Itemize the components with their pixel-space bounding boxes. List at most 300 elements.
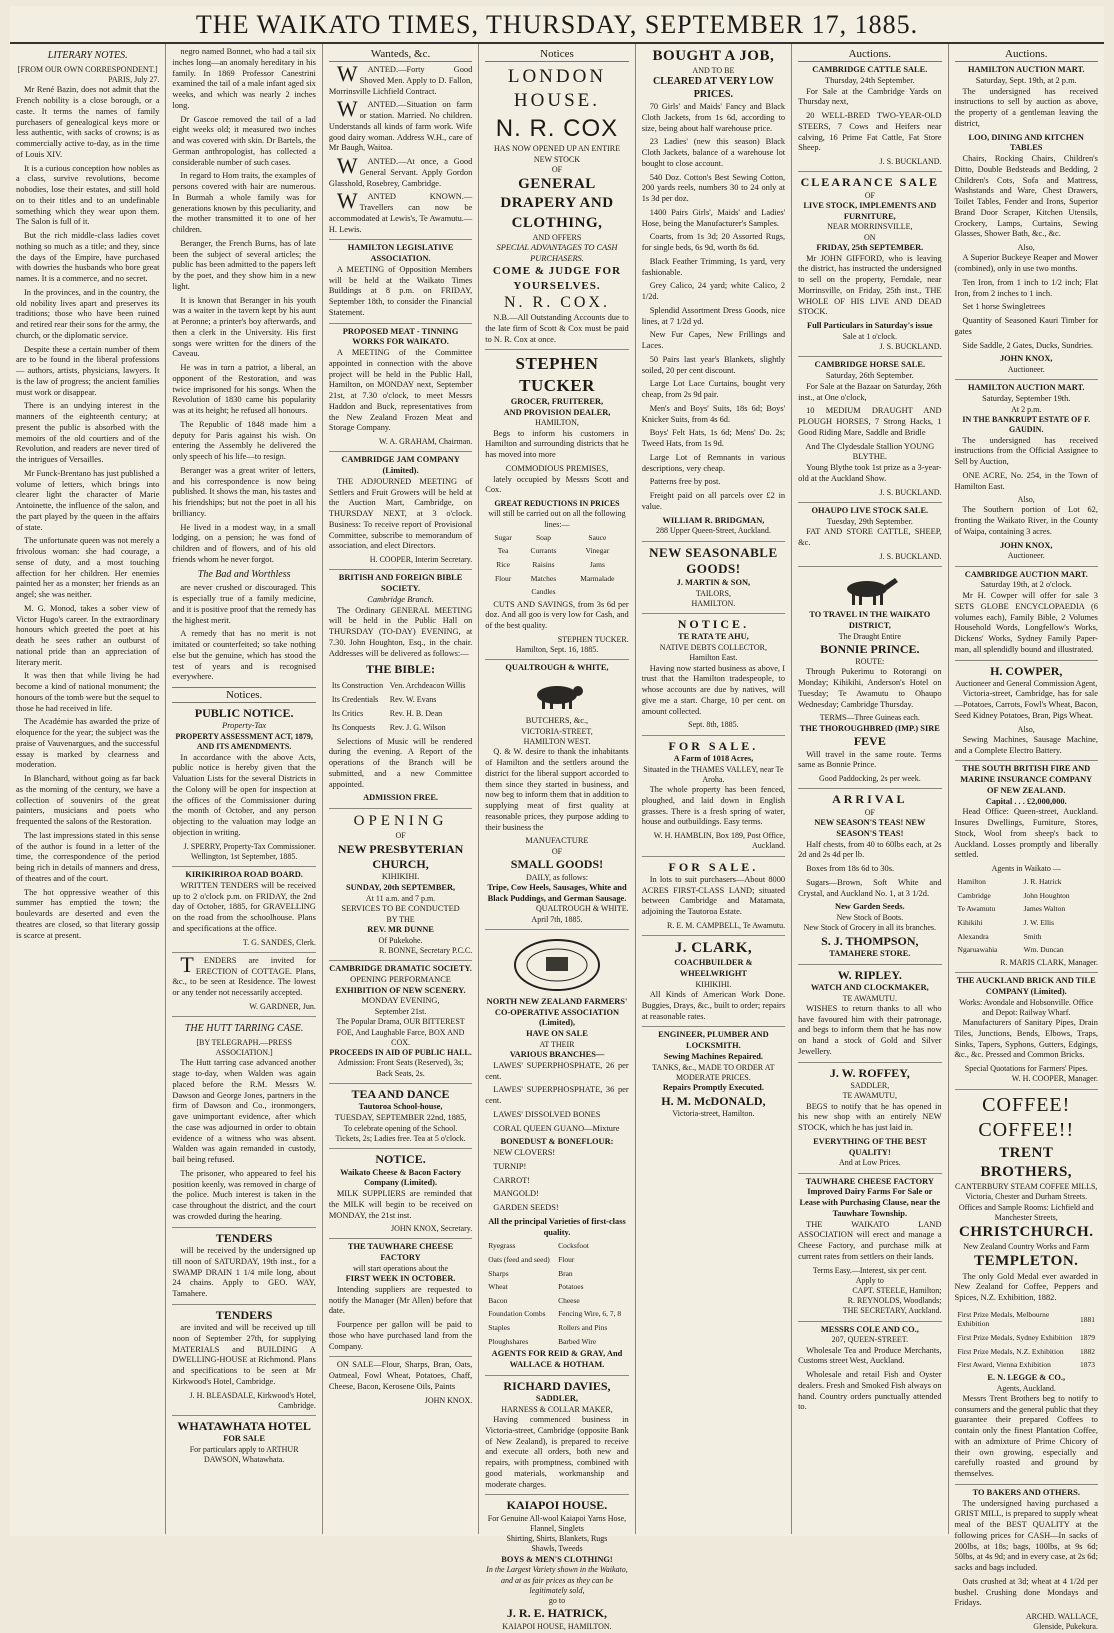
cole-name: MESSRS COLE AND CO., (820, 1324, 919, 1334)
southern-portion: The Southern portion of Lot 62, fronting the Waikato River, in the County of Waipa, containing 3 acres. (954, 505, 1098, 536)
kaiapoi-body: For Genuine All-wool Kaiapoi Yarns Hose, Flannel, Singlets (487, 1513, 627, 1533)
provision: AND PROVISION DEALER, (503, 407, 611, 417)
knox-name-2: JOHN KNOX, (999, 540, 1053, 550)
bankrupt-title: IN THE BANKRUPT ESTATE OF F. GAUDIN. (962, 415, 1091, 435)
table-cell: Potatoes (558, 1282, 584, 1292)
lawes-26: LAWES' SUPERPHOSPHATE, 26 per cent. (485, 1060, 629, 1081)
table-row (487, 1240, 626, 1252)
brick-ad (955, 972, 1098, 1084)
terms: TERMS—Three Guineas each. (819, 713, 920, 723)
table-cell (568, 586, 627, 598)
church-of: OF (395, 831, 406, 841)
half-chests: Half chests, from 40 to 60lbs each, at 2s 2d and 2s 4d per lb. (798, 839, 942, 860)
ripley-place: TE AWAMUTU. (842, 993, 898, 1003)
exhibition-title: EXHIBITION OF NEW SCENERY. (335, 985, 466, 995)
the-secretary: THE SECRETARY, Auckland. (842, 1306, 942, 1316)
horse-sig: J. S. BUCKLAND. (879, 487, 942, 497)
notice-title: NOTICE. (375, 1152, 426, 1167)
table-cell: First Prize Medals, N.Z. Exhibition (957, 1346, 1064, 1356)
mcdonald-name: H. M. McDONALD, (661, 1093, 766, 1108)
go-to: go to (548, 1596, 566, 1606)
meat-body: A MEETING of the Committee appointed in connection with the above project will be held in the Public Hall, Hamilton, on MONDAY next, September 21st, at 7.30 o'clock, to meet Messrs Haddon and Buck, representatives from the New Zealand Frozen Meat and Storage Company. (328, 348, 473, 433)
new-seasonable: NEW SEASONABLE GOODS! (649, 544, 778, 577)
table-cell: Its Construction (331, 680, 384, 690)
roffey-saddler: SADDLER, (850, 1081, 890, 1091)
legislative-title: HAMILTON LEGISLATIVE ASSOCIATION. (347, 243, 454, 264)
cheese-company: Waikato Cheese & Bacon Factory Company (Limited). (340, 1167, 462, 1188)
templeton: TEMPLETON. (974, 1253, 1079, 1270)
te-rata-date: Sept. 8th, 1885. (688, 720, 739, 730)
table-row (487, 532, 626, 544)
horse-date: Saturday, 26th September. (825, 371, 914, 381)
church-rev: REV. MR DUNNE (367, 924, 434, 934)
paragraph: Large Lot of Remnants in various descriptions, very cheap. (641, 452, 786, 473)
qualtrough-ad (485, 659, 628, 925)
meat-sig: W. A. GRAHAM, Chairman. (379, 437, 473, 447)
london-house-ad (485, 65, 628, 345)
have-on-sale: HAVE ON SALE (526, 1029, 588, 1039)
branches: VARIOUS BRANCHES— (509, 1050, 605, 1060)
paragraph: The Republic of 1848 made him a deputy for Paris against his wish. On entering the Assembly he delivered the only speech of his life—to resign. (172, 419, 316, 461)
paragraph: Beranger was a great writer of letters, and his correspondence is now being published. It shows the man, his tastes and his friendships; but not the poet in all his brilliancy. (172, 465, 316, 518)
horse-clyde: And The Clydesdale Stallion YOUNG BLYTHE. (805, 441, 935, 462)
table-row (331, 680, 470, 692)
near-morrinsville: NEAR MORRINSVILLE, (827, 222, 913, 232)
trent-brothers: TRENT BROTHERS, (980, 1144, 1073, 1180)
legislative-body: A MEETING of Opposition Members will be held at the Waikato Times Buildings at 8 p.m. on FRIDAY, September 18th, to consider the Financial Statement. (328, 264, 473, 317)
paragraph: There is an undying interest in the manners of the eighteenth century; at present the public is absorbed with the memoirs of the old courtiers and of the Revolution, and readers are never tired of the intrigues of Versailles. (16, 401, 160, 465)
boys-clothing: BOYS & MEN'S CLOTHING! (501, 1554, 613, 1564)
on-sale-ad (329, 1356, 472, 1405)
stephen-note: CUTS AND SAVINGS, from 3s 6d per doz. And all goo is very low for Cash, and of the best quality. (485, 599, 629, 631)
whatawhata-sale: FOR SALE (223, 1434, 265, 1444)
grazing: Good Paddocking, 2s per week. (818, 774, 921, 784)
church-times: At 11 a.m. and 7 p.m. (365, 893, 436, 903)
jam-sig: H. COOPER, Interim Secretary. (369, 555, 473, 565)
whatawhata-ad (172, 1415, 315, 1466)
bible-subject: THE BIBLE: (366, 662, 436, 677)
sewing-machines: Sewing Machines, Sausage Machine, and a Complete Electro Battery. (954, 734, 1098, 755)
proceeds: PROCEEDS IN AID OF PUBLIC HALL. (329, 1048, 472, 1058)
mangold: MANGOLD! (493, 1189, 539, 1199)
tenders-drain-title: TENDERS (215, 1230, 273, 1245)
bonedust: BONEDUST & BONEFLOUR: (500, 1137, 614, 1147)
table-cell: Rollers and Pins (558, 1322, 608, 1332)
tenders-house-body: are invited and will be received up till noon of September 27th, for supplying MATERIALS and BUILDING A DWELLING-HOUSE at Richmond. Plans and specifications to be seen at Mr Kirkwood's Hotel, Cambridge. (172, 1323, 316, 1386)
jam-company-ad (329, 451, 472, 565)
table-cell: Te Awamutu (957, 904, 996, 914)
mart-items: Chairs, Rocking Chairs, Children's Ditto, Double Bedsteads and Bedding, 2 Children's Cots, Sofa and Mattress, Washstands and Ware, Chest Drawers, Toilet Tables, Fender and Irons, Superior Brand Door Scraper, Kitchen Utensils, Crockery, Lamps, Curtains, Sewing Glasses, Shower Bath, &c., &c. (954, 154, 1098, 239)
cowper-name: H. COWPER, (990, 663, 1063, 678)
new-garden-seeds: New Garden Seeds. (835, 902, 905, 912)
paragraph: negro named Bonnet, who had a tail six inches long—an anomaly hereditary in his family. In 1869 Professor Canestrini examined the tail of a male infant aged six weeks, and which was nearly 2 inches long. (172, 47, 316, 110)
paragraph: It is known that Beranger in his youth was a waiter in the tavern kept by his aunt at Peronne; a printer's boy afterwards, and then a clerk in the University. His first songs were written for the diners of the Caveau. (172, 295, 316, 359)
bridgman-name: WILLIAM R. BRIDGMAN, (662, 515, 765, 525)
richard-davies-ad (485, 1375, 628, 1491)
legge-agents: Agents, Auckland. (996, 1383, 1056, 1393)
tauwhare-body: will start operations about the (353, 1263, 449, 1273)
table-row (957, 1359, 1096, 1371)
mart2-title: HAMILTON AUCTION MART. (967, 383, 1085, 393)
opening-title: OPENING (353, 813, 448, 830)
roffey-body: BEGS to notify that he has opened in his new shop with an entirely NEW STOCK, which he has just laid in. (798, 1101, 942, 1133)
shirting: Shirting, Shirts, Blankets, Rugs (506, 1534, 608, 1544)
coachbuilder: COACHBUILDER & WHEELWRIGHT (674, 958, 753, 979)
paragraph: He was in turn a patriot, a liberal, an opponent of the Restoration, and was twice imprisoned for his songs. When the Revolution of 1830 came his popularity was at its height; he refused all honours. (172, 363, 316, 415)
new-stock-boots: New Stock of Boots. (836, 913, 904, 923)
column-2 (166, 44, 322, 1534)
road-board-sig: T. G. SANDES, Clerk. (242, 937, 316, 947)
paragraph: The hot oppressive weather of this summer has emptied the town; the boulevards are deserted and even the theatres are closed, so that literary gossip is scarce at present. (16, 887, 160, 940)
road-board-ad (172, 866, 315, 948)
table-cell: Its Credentials (331, 694, 379, 704)
dramatic-title: CAMBRIDGE DRAMATIC SOCIETY. (329, 964, 472, 974)
cambridge-mart-body: Mr H. Cowper will offer for sale 3 SETS GLOBE ENCYCLOPAEDIA (6 volumes each), Family Bible, 2 Volumes Household Words, Longfellow's Works, Dickens' Works, Sydney Family Paper-man, all splendidly bound and illustrated. (954, 591, 1098, 654)
lawes-36: LAWES' SUPERPHOSPHATE, 36 per cent. (485, 1085, 629, 1106)
sale-at: Sale at 1 o'clock. (842, 331, 897, 341)
martin-name: J. MARTIN & SON, (676, 577, 751, 587)
table-row (487, 573, 626, 585)
property-sig: J. SPERRY, Property-Tax Commissioner. (183, 841, 316, 851)
table-row (487, 1281, 626, 1293)
horse-note: Young Blythe took 1st prize as a 3-year-old at the Auckland Show. (798, 463, 942, 483)
paragraph: WANTED.—At once, a Good General Servant. Apply Gordon Glasshold, Rosebrey, Cambridge. (328, 153, 473, 188)
table-cell: Cocksfoot (558, 1241, 589, 1251)
bible-sub: Cambridge Branch. (367, 594, 434, 604)
kaiapoi-title: KAIAPOI HOUSE. (506, 1498, 608, 1513)
church-name: NEW PRESBYTERIAN CHURCH, (337, 841, 464, 871)
paragraph: WANTED.—Situation on farm or station. Married. No children. Understands all kinds of farm work. Wife good dairy woman. Address W.H., care of Mr Baugh, Waitoa. (328, 96, 473, 153)
goods-table (485, 530, 628, 600)
ham-east: Hamilton East. (689, 653, 738, 663)
hutt-from: [BY TELEGRAPH.—PRESS ASSOCIATION.] (196, 1037, 292, 1058)
sundries: Side Saddle, 2 Gates, Ducks, Sundries. (962, 340, 1094, 350)
cole-addr: 207, QUEEN-STREET. (831, 1335, 909, 1345)
auctions-header: Auctions. (798, 47, 941, 62)
tauwhare-first-week: FIRST WEEK IN OCTOBER. (345, 1274, 456, 1284)
travel: TO TRAVEL IN THE WAIKATO DISTRICT, (809, 610, 931, 630)
lots-body: In lots to suit purchasers—About 8000 ACRES FIRST-CLASS LAND; situated between Cambridge and Matamata, adjoining the Tautoroa Estate. (641, 874, 786, 917)
table-row (487, 1254, 626, 1266)
agents-table (955, 874, 1098, 958)
awards: New Zealand Country Works and Farm (963, 1242, 1090, 1252)
notices-header-2: Notices (485, 47, 628, 62)
table-cell: Flour (558, 1255, 575, 1265)
table-cell: Candles (531, 587, 556, 597)
table-cell: Barbed Wire (558, 1336, 597, 1346)
engineer: ENGINEER, PLUMBER AND LOCKSMITH. (658, 1030, 769, 1051)
paragraph: Despite these a certain number of them are to be found in the liberal professions — authors, artists, physicians, lawyers. It is the law of progress; the ancient families must work or disappear. (16, 344, 160, 397)
cole-ad (798, 1321, 941, 1413)
cox-note: N.B.—All Outstanding Accounts due to the late firm of Scott & Cox must be paid to N. R. Cox at once. (485, 313, 629, 344)
stephen-date: Hamilton, Sept. 16, 1885. (515, 645, 599, 655)
easy-terms: Terms Easy.—Interest, six per cent. (812, 1265, 927, 1275)
bible-table (329, 678, 472, 737)
table-cell: Marmalade (580, 573, 615, 583)
table-cell: Sugar (494, 532, 512, 542)
opened-text: HAS NOW OPENED UP AN ENTIRE NEW STOCK (493, 144, 620, 164)
table-cell: Alexandra (957, 931, 989, 941)
opened-of: OF (551, 164, 563, 174)
horse-icon (835, 574, 905, 606)
martin-tailors: TAILORS, (695, 588, 731, 598)
church-by-the: BY THE (386, 914, 415, 924)
nr-cox-footer: N. R. COX. (503, 293, 610, 311)
butchers: BUTCHERS, &c., (525, 716, 589, 726)
special-advantages: SPECIAL ADVANTAGES TO CASH PURCHASERS. (496, 242, 618, 263)
cambridge-mart-ad (955, 566, 1098, 656)
dining-tables: LOO, DINING AND KITCHEN TABLES (968, 132, 1084, 153)
daily: DAILY, as follows: (526, 872, 588, 882)
sugars: Sugars—Brown, Soft White and Crystal, and Auckland No. 1, at 3 1/2d. (798, 877, 942, 898)
notice-title-2: NOTICE. (677, 616, 750, 631)
waikato-land: THE WAIKATO LAND ASSOCIATION will erect and manage a Cheese Factory, and purchase milk at current rates from settlers on their lands. (798, 1219, 942, 1261)
clark-kihikihi: KIHIKIHI. (695, 979, 732, 989)
bankrupt-also: Also, (1017, 495, 1035, 505)
martin-place: HAMILTON. (691, 598, 736, 608)
paragraph: WANTED.—Forty Good Shoved Men. Apply to D. Fallon, Morrinsville Lichfield Contract. (328, 61, 473, 96)
auctions-header-2: Auctions. (955, 47, 1098, 62)
table-cell: Ngaruawahia (957, 945, 998, 955)
hatrick-addr: KAIAPOI HOUSE, HAMILTON. (502, 1621, 612, 1631)
garden-seeds: GARDEN SEEDS! (493, 1203, 559, 1213)
table-row (487, 1322, 626, 1334)
masthead: THE WAIKATO TIMES, THURSDAY, SEPTEMBER 17, 1885. (10, 6, 1104, 44)
dramatic-ad (329, 960, 472, 1079)
coffee-ad (955, 1089, 1098, 1480)
table-cell: Bran (558, 1268, 573, 1278)
grocer: GROCER, FRUITERER, (510, 396, 604, 406)
wanteds-header: Wanteds, &c. (329, 47, 472, 62)
paragraph: 1400 Pairs Girls', Maids' and Ladies' Hose, being the Manufacturer's Samples. (641, 207, 786, 228)
table-cell: Ven. Archdeacon Willis (389, 680, 466, 690)
offers-text: AND OFFERS (532, 232, 582, 242)
table-cell: Sauce (588, 532, 607, 542)
on-sale-body: ON SALE—Flour, Sharps, Bran, Oats, Oatmeal, Fowl Wheat, Potatoes, Chaff, Cheese, Bacon, Kerosene Oils, Paints (328, 1360, 473, 1391)
clearance-sale-ad (798, 171, 941, 352)
small-goods: SMALL GOODS! (510, 857, 604, 872)
bankrupt-body: The undersigned has received instructions from the Official Assignee to Sell by Auction, (954, 435, 1098, 466)
table-cell: Rev. H. B. Dean (389, 709, 443, 719)
low-prices: And at Low Prices. (838, 1158, 901, 1168)
road-board-title: KIRIKIRIROA ROAD BOARD. (185, 870, 303, 880)
ripley-body: WISHES to return thanks to all who have favoured him with their patronage, and begs to inform them that he has now on hand a stock of Gold and Silver Jewellery. (798, 1003, 942, 1056)
watchmaker: WATCH AND CLOCKMAKER, (810, 983, 929, 992)
thorough: The Draught Entire (838, 631, 901, 641)
tamahere-store: TAMAHERE STORE. (829, 948, 911, 958)
hutt-body-2: The prisoner, who appeared to feel his position keenly, was removed in charge of the police. Much interest is taken in the case throughout the district, and the court was crowded during the hearing. (172, 1168, 316, 1221)
farm-place: Situated in the THAMES VALLEY, near Te Aroha. (643, 764, 784, 784)
legge: E. N. LEGGE & CO., (987, 1372, 1066, 1382)
capt-steele: CAPT. STEELE, Hamilton; (852, 1286, 942, 1296)
qw-body: Q. & W. desire to thank the inhabitants of Hamilton and the settlers around the district for the liberal support accorded to them since they started in business, and now beg to inform them that in addition to supplying meat of first quality at reasonable prices, they purpose adding to their business the (485, 747, 629, 832)
arrival: ARRIVAL (832, 792, 908, 807)
table-cell: 1881 (1079, 1314, 1095, 1324)
clearance-lines (642, 102, 785, 513)
table-row (487, 1295, 626, 1307)
te-rata-name: TE RATA TE AHU, (678, 632, 749, 642)
cowper-ad (955, 660, 1098, 757)
bible-society-ad (329, 569, 472, 804)
knox-auctioneer-2: Auctioneer. (1007, 551, 1045, 561)
mart-body: The undersigned has received instructions to sell by auction as above, the property of a gentleman leaving the district, (954, 86, 1098, 128)
coffee-offices: Offices and Sample Rooms: Lichfield and Manchester Streets, (958, 1202, 1094, 1222)
tauwhare-title: THE TAUWHARE CHEESE FACTORY (347, 1242, 454, 1263)
ohaupo-ad (798, 502, 941, 562)
richard-saddler: SADDLER, (535, 1394, 579, 1404)
qw-sig: QUALTROUGH & WHITE. (536, 904, 629, 914)
table-cell: Wm. Duncan (1023, 945, 1064, 955)
bonnie-prince: BONNIE PRINCE. (820, 641, 920, 656)
whatawhata-body: For particulars apply to ARTHUR DAWSON, Whatawhata. (189, 1445, 299, 1465)
route-body: Through Pukerimu to Rotorangi on Monday; Kihikihi, Anderson's Hotel on Tuesday; Te Awamutu to Ohaupo Wednesday; Cambridge Thursday. (798, 667, 942, 709)
paragraph: The unfortunate queen was not merely a frivolous woman: she had courage, a sense of duty, and a most touching affection for her children. Her enemies painted her as a monster; her friends as an angel; she was neither. (16, 536, 160, 600)
column-4 (479, 44, 635, 1631)
repairs: Repairs Promptly Executed. (662, 1083, 764, 1093)
table-cell: J. R. Hatrick (1023, 877, 1062, 887)
native-debts: NATIVE DEBTS COLLECTOR, (659, 643, 767, 653)
table-row (487, 1268, 626, 1280)
church-sunday: SUNDAY, 20th SEPTEMBER, (345, 882, 456, 892)
agents-reid: AGENTS FOR REID & GRAY, And WALLACE & HOTHAM. (491, 1349, 623, 1369)
lots-sig: R. E. M. CAMPBELL, Te Awamutu. (666, 920, 786, 930)
stephen-body-2: lately occupied by Messrs Scott and Cox. (485, 474, 629, 495)
prizes: The only Gold Medal ever awarded in New Zealand for Coffee, Peppers and Spices, N.Z. Exhibition, 1882. (954, 1271, 1098, 1303)
legislative-ad (329, 239, 472, 318)
land-sale-ad (642, 856, 785, 932)
table-row (487, 1308, 626, 1320)
farmers-title: NORTH NEW ZEALAND FARMERS' CO-OPERATIVE ASSOCIATION (Limited), (486, 996, 628, 1028)
cambridge-mart-title: CAMBRIDGE AUCTION MART. (964, 569, 1088, 579)
literary-notes-title: LITERARY NOTES. (47, 50, 128, 61)
iron: Ten Iron, from 1 inch to 1/2 inch; Flat Iron, from 2 inches to 1 inch. (954, 277, 1098, 298)
paragraph: are never crushed or discouraged. This is especially true of a family medicine, and it is positive proof that the remedy has the highest merit. (172, 583, 316, 625)
new-clovers: NEW CLOVERS! (493, 1148, 556, 1158)
tea-tickets: Tickets, 2s; Ladies free. Tea at 5 o'clock. (335, 1133, 466, 1143)
kaiapoi-ad (485, 1494, 628, 1632)
monday-date: September 21st. (374, 1007, 427, 1017)
reynolds: R. REYNOLDS, Woodlands; (847, 1296, 942, 1306)
table-cell: Smith (1023, 931, 1042, 941)
wanted-list (328, 61, 473, 235)
table-cell: First Award, Vienna Exhibition (957, 1360, 1051, 1370)
tenders-drain-ad (172, 1227, 315, 1300)
church-rev-of: Of Pukekohe. (378, 935, 423, 945)
wallace-addr: Glenside, Pukekura. (1033, 1622, 1098, 1632)
nr-cox-title: N. R. COX (495, 114, 619, 142)
ripley-name: W. RIPLEY. (837, 967, 902, 982)
paragraph: Splendid Assortment Dress Goods, nice lines, at 7 1/2d yd. (641, 305, 786, 326)
table-cell: Its Conquests (331, 723, 376, 733)
public-notice: PUBLIC NOTICE. (194, 706, 294, 721)
all-principal: All the principal Varieties of first-class quality. (488, 1216, 626, 1237)
table-row (957, 1346, 1096, 1358)
hutt-title: THE HUTT TARRING CASE. (184, 1023, 304, 1035)
table-cell: Matches (530, 573, 557, 583)
horse-items: 10 MEDIUM DRAUGHT AND PLOUGH HORSES, 7 Strong Hacks, 1 Good Riding Mare, Saddle and Bridle (798, 406, 942, 437)
friday-body: Mr JOHN GIFFORD, who is leaving the district, has instructed the undersigned to sell on the property, Ferndale, near Morrinsville, on Friday, 25th inst., THE WHOLE OF HIS LIVE AND DEAD STOCK. (798, 253, 942, 317)
columns (10, 44, 1104, 1632)
table-cell: Cheese (558, 1295, 580, 1305)
article-continued (172, 47, 315, 566)
agents-waikato: Agents in Waikato — (991, 864, 1061, 874)
knox-auctioneer: Auctioneer. (1007, 365, 1045, 375)
notices-header: Notices. (172, 687, 315, 703)
feve-body: Will travel in the same route. Terms same as Bonnie Prince. (798, 749, 942, 770)
horse-title: CAMBRIDGE HORSE SALE. (814, 360, 926, 370)
hatrick: J. R. E. HATRICK, (506, 1606, 608, 1621)
meat-title: PROPOSED MEAT - TINNING WORKS FOR WAIKATO. (342, 326, 459, 347)
table-row (957, 944, 1096, 956)
cowper-addr: Victoria-street, Cambridge, has for sale—Potatoes, Carrots, Fowl's Wheat, Bacon, Seed Kidney Potatoes, Bran, Pigs Wheat. (954, 689, 1098, 720)
horse-body: For Sale at the Bazaar on Saturday, 26th inst., at One o'clock, (798, 381, 942, 402)
table-row (487, 559, 626, 571)
bonnie-prince-ad (798, 566, 941, 784)
table-cell: Currants (530, 546, 557, 556)
admission-free: ADMISSION FREE. (363, 793, 439, 803)
admission-prices: Admission: Front Seats (Reserved), 3s; Back Seats, 2s. (337, 1058, 464, 1078)
table-cell: Cambridge (957, 890, 991, 900)
cheese-factory-ad (329, 1148, 472, 1234)
stephen-tucker-ad (485, 349, 628, 655)
table-row (957, 931, 1096, 943)
hamilton-west: HAMILTON WEST. (523, 737, 591, 747)
thoroughbred: THE THOROUGHBRED (IMP.) SIRE (799, 723, 940, 733)
on-sale-sig: JOHN KNOX. (424, 1395, 473, 1405)
paragraph: 540 Doz. Cotton's Best Sewing Cotton, 200 yards reels, numbers 30 to 24 only at 1s 3d per doz. (641, 172, 786, 204)
bull-icon (522, 678, 592, 712)
table-cell: Staples (488, 1322, 510, 1332)
property-body: In accordance with the above Acts, public notice is hereby given that the Valuation Lists for the several Districts in the Colony will be open for inspection at the offices of the Commissioner during the month of October, and any person objecting to the valuation may lodge an objection in writing. (172, 752, 316, 837)
road-board-body: WRITTEN TENDERS will be received up to 2 o'clock p.m. on FRIDAY, the 2nd day of October, 1885, for GRAVELLING on the road from the schoolhouse. Plans and specifications at the office. (172, 880, 316, 933)
ohaupo-title: OHAUPO LIVE STOCK SALE. (811, 505, 929, 515)
table-cell: Ploughshares (488, 1336, 529, 1346)
table-cell: Hamilton (957, 877, 986, 887)
paragraph: He lived in a modest way, in a small lodging, on a pension; he was fond of children and of flowers, and of his old friends whom he never forgot. (172, 522, 316, 564)
table-cell: Its Critics (331, 709, 364, 719)
brick-title: THE AUCKLAND BRICK AND TILE COMPANY (Limited). (956, 976, 1096, 996)
church-place: KIHIKIHI. (381, 872, 420, 882)
steam-mills: CANTERBURY STEAM COFFEE MILLS, (955, 1182, 1098, 1192)
table-cell: James Walton (1023, 904, 1066, 914)
meat-tinning-ad (329, 323, 472, 448)
insurance-ad (955, 760, 1098, 968)
mart-also: Also, (1017, 243, 1035, 253)
insurance-manager: R. MARIS CLARK, Manager. (1000, 957, 1098, 967)
cowper-title: Auctioneer and General Commission Agent, (955, 679, 1098, 689)
table-row (331, 708, 470, 720)
paragraph: M. G. Monod, takes a sober view of Victor Hugo's career. In the extraordinary honours which greeted the poet at his death he sees rather an outburst of national pride than an appreciation of literary merit. (16, 603, 160, 667)
jam-title: CAMBRIDGE JAM COMPANY (Limited). (341, 455, 460, 476)
table-cell: John Houghton (1023, 890, 1070, 900)
cleared: CLEARED AT VERY LOW PRICES. (653, 76, 774, 101)
cattle-sale-body: For Sale at the Cambridge Yards on Thursday next, (798, 86, 942, 107)
cattle-sale-sig: J. S. BUCKLAND. (879, 157, 942, 167)
tea-dance-ad (329, 1083, 472, 1144)
column-6 (792, 44, 948, 1534)
one-acre: ONE ACRE, No. 254, in the Town of Hamilton East. (954, 470, 1098, 491)
bakers-title: TO BAKERS AND OTHERS. (972, 1487, 1080, 1497)
paragraph: WANTED KNOWN.—Travellers can now be accommodated at Lewis's, Te Awamutu.—H. Lewis. (328, 188, 473, 234)
qw-date: April 7th, 1885. (531, 914, 583, 924)
table-cell: Vinegar (585, 546, 610, 556)
drapery-title: GENERAL DRAPERY AND CLOTHING, (500, 176, 614, 231)
richard-harness: HARNESS & COLLAR MAKER, (501, 1404, 613, 1414)
coffee-title: COFFEE! COFFEE!! (978, 1093, 1075, 1142)
brick-works: Works: Avondale and Hobsonville. Office and Depot: Railway Wharf. (959, 997, 1094, 1017)
newspaper-page (10, 6, 1104, 1632)
table-cell: Tea (497, 546, 509, 556)
